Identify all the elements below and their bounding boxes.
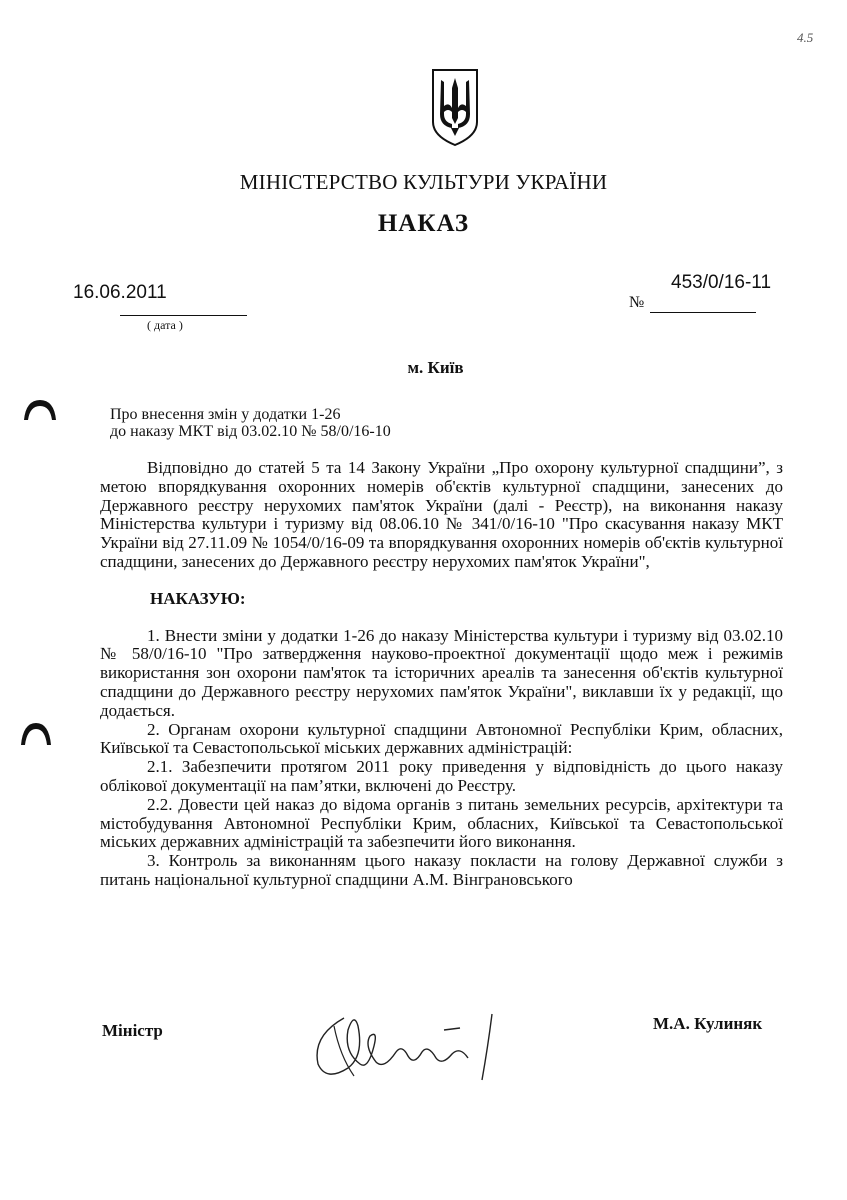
subject-line-1: Про внесення змін у додатки 1-26 bbox=[110, 406, 341, 423]
order-number: 453/0/16-11 bbox=[671, 272, 772, 293]
order-body bbox=[100, 459, 783, 890]
number-underline bbox=[650, 312, 756, 313]
document-type-title: НАКАЗ bbox=[377, 210, 470, 237]
hole-punch-mark-icon bbox=[22, 396, 58, 424]
coat-of-arms-icon bbox=[429, 66, 481, 148]
preamble-paragraph: Відповідно до статей 5 та 14 Закону України „Про охорону культурної спадщини”, з метою впорядкування охоронних номерів об'єктів культурної спадщини, занесених до Державного реєстру нерухомих пам'яток України (далі - Реєстр), на виконання наказу Міністерства культури і туризму від 08.06.10 № 341/0/16-10 "Про скасування наказу МКТ України від 27.11.09 № 1054/0/16-09 та впорядкування охоронних номерів об'єктів культурної спадщини, занесених до Державного реєстру нерухомих пам'яток України", bbox=[100, 458, 783, 571]
city: м. Київ bbox=[407, 358, 464, 377]
date-caption: ( дата ) bbox=[147, 318, 183, 332]
subject-line-2: до наказу МКТ від 03.02.10 № 58/0/16-10 bbox=[110, 423, 391, 440]
date-underline bbox=[120, 315, 247, 316]
order-item-1: 1. Внести зміни у додатки 1-26 до наказу Міністерства культури і туризму від 03.02.10 № 58/0/16-10 "Про затвердження науково-проектної документації щодо меж і режимів використання зон охорони пам'яток та історичних ареалів та занесення об'єктів культурної спадщини до Державного реєстру нерухомих пам'яток України", виклавши їх у редакції, що додається. bbox=[100, 625, 783, 720]
order-item-2-2: 2.2. Довести цей наказ до відома органів з питань земельних ресурсів, архітектури та містобудування Автономної Республіки Крим, обласних, Київської та Севастопольської міських державних адміністрацій та забезпечити його виконання. bbox=[100, 794, 783, 852]
order-item-2-1: 2.1. Забезпечити протягом 2011 року приведення у відповідність до цього наказу облікової документації на пам’ятки, включені до Реєстру. bbox=[100, 757, 783, 795]
minister-title: Міністр bbox=[102, 1021, 163, 1040]
order-heading: НАКАЗУЮ: bbox=[150, 588, 246, 608]
order-item-3: 3. Контроль за виконанням цього наказу покласти на голову Державної служби з питань національної культурної спадщини А.М. Вінграновського bbox=[100, 851, 783, 889]
page-mark: 4.5 bbox=[797, 30, 814, 45]
ministry-name: МІНІСТЕРСТВО КУЛЬТУРИ УКРАЇНИ bbox=[239, 170, 608, 194]
signature-image bbox=[304, 1006, 504, 1086]
order-date: 16.06.2011 bbox=[73, 282, 167, 303]
hole-punch-mark-icon bbox=[19, 719, 53, 749]
number-sign: № bbox=[629, 294, 645, 311]
minister-name: М.А. Кулиняк bbox=[653, 1014, 763, 1033]
order-item-2: 2. Органам охорони культурної спадщини Автономної Республіки Крим, обласних, Київської та Севастопольської міських державних адміністрацій: bbox=[100, 719, 783, 758]
